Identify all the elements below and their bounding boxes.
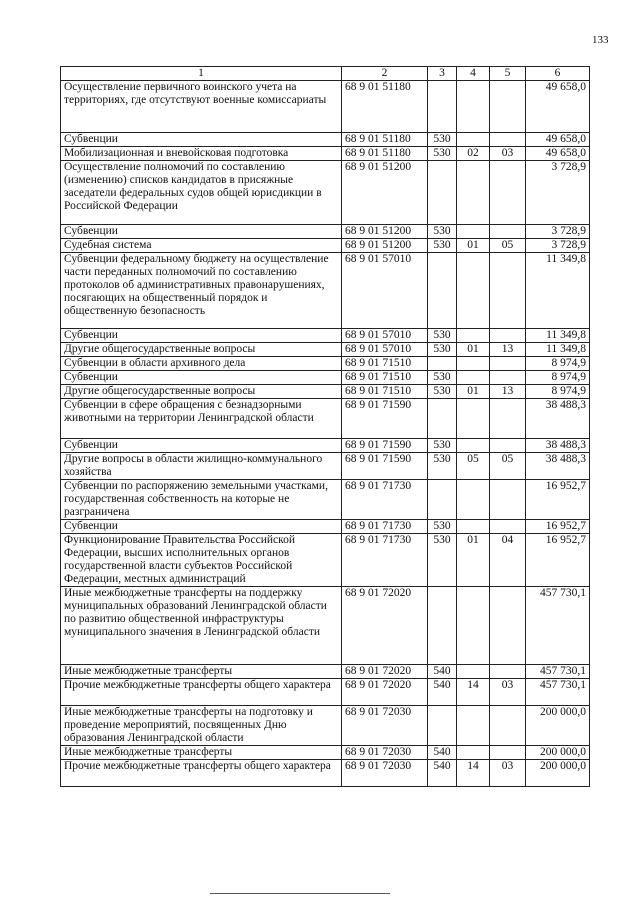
row-col5-cell	[490, 520, 526, 534]
row-col3-cell	[428, 81, 457, 133]
row-col5-cell	[490, 665, 526, 679]
row-name-cell: Иные межбюджетные трансферты	[61, 746, 342, 760]
row-col4-cell	[457, 161, 490, 225]
row-col5-cell	[490, 329, 526, 343]
row-col3-cell: 530	[428, 534, 457, 587]
row-col4-cell	[457, 133, 490, 147]
budget-table	[60, 66, 590, 787]
row-col4-cell	[457, 706, 490, 746]
row-col3-cell: 540	[428, 746, 457, 760]
row-col3-cell	[428, 357, 457, 371]
row-name-cell: Мобилизационная и вневойсковая подготовка	[61, 147, 342, 161]
row-col5-cell: 03	[490, 147, 526, 161]
table-row	[61, 225, 590, 239]
table-row	[61, 587, 590, 665]
row-amount-cell: 49 658,0	[526, 133, 590, 147]
row-col4-cell: 01	[457, 385, 490, 399]
row-col5-cell: 13	[490, 343, 526, 357]
row-amount-cell: 11 349,8	[526, 343, 590, 357]
row-amount-cell: 38 488,3	[526, 399, 590, 439]
row-col3-cell	[428, 253, 457, 329]
row-col5-cell: 05	[490, 239, 526, 253]
row-col5-cell: 03	[490, 679, 526, 706]
row-col5-cell	[490, 439, 526, 453]
row-col4-cell	[457, 480, 490, 520]
row-col5-cell	[490, 225, 526, 239]
row-col4-cell	[457, 665, 490, 679]
row-col3-cell: 530	[428, 453, 457, 480]
row-code-cell: 68 9 01 51200	[342, 239, 428, 253]
row-name-cell: Другие вопросы в области жилищно-коммунального хозяйства	[61, 453, 342, 480]
row-code-cell: 68 9 01 71590	[342, 439, 428, 453]
row-name-cell: Иные межбюджетные трансферты на подготовку и проведение мероприятий, посвященных Дню образования Ленинградской области	[61, 706, 342, 746]
row-col4-cell: 01	[457, 343, 490, 357]
row-name-cell: Прочие межбюджетные трансферты общего характера	[61, 760, 342, 787]
row-name-cell: Прочие межбюджетные трансферты общего характера	[61, 679, 342, 706]
row-col5-cell	[490, 357, 526, 371]
table-row	[61, 371, 590, 385]
row-amount-cell: 457 730,1	[526, 679, 590, 706]
row-col5-cell	[490, 161, 526, 225]
row-col5-cell	[490, 587, 526, 665]
row-col4-cell	[457, 329, 490, 343]
row-col3-cell: 530	[428, 439, 457, 453]
table-row	[61, 746, 590, 760]
row-amount-cell: 8 974,9	[526, 385, 590, 399]
table-row	[61, 329, 590, 343]
table-row	[61, 480, 590, 520]
row-col4-cell	[457, 371, 490, 385]
row-name-cell: Субвенции федеральному бюджету на осуществление части переданных полномочий по составлению протоколов об административных правонарушениях, посягающих на общественный порядок и общественную безопасность	[61, 253, 342, 329]
row-name-cell: Функционирование Правительства Российской Федерации, высших исполнительных органов государственной власти субъектов Российской Федерации, местных администраций	[61, 534, 342, 587]
row-col4-cell	[457, 399, 490, 439]
header-row	[61, 67, 590, 81]
header-cell-5: 5	[490, 67, 526, 81]
table-row	[61, 147, 590, 161]
row-col5-cell	[490, 81, 526, 133]
row-amount-cell: 8 974,9	[526, 371, 590, 385]
table-row	[61, 520, 590, 534]
row-code-cell: 68 9 01 71590	[342, 453, 428, 480]
row-code-cell: 68 9 01 51180	[342, 147, 428, 161]
table-row	[61, 534, 590, 587]
row-col3-cell: 530	[428, 385, 457, 399]
table-row	[61, 239, 590, 253]
table-row	[61, 706, 590, 746]
row-col5-cell: 13	[490, 385, 526, 399]
header-cell-6: 6	[526, 67, 590, 81]
row-name-cell: Судебная система	[61, 239, 342, 253]
row-amount-cell: 38 488,3	[526, 453, 590, 480]
table-row	[61, 665, 590, 679]
row-amount-cell: 16 952,7	[526, 520, 590, 534]
row-col3-cell	[428, 706, 457, 746]
page-number: 133	[592, 34, 609, 46]
row-col5-cell	[490, 253, 526, 329]
row-code-cell: 68 9 01 51200	[342, 161, 428, 225]
row-code-cell: 68 9 01 71730	[342, 534, 428, 587]
row-col5-cell: 05	[490, 453, 526, 480]
table-row	[61, 161, 590, 225]
row-name-cell: Осуществление полномочий по составлению (изменению) списков кандидатов в присяжные заседатели федеральных судов общей юрисдикции в Российской Федерации	[61, 161, 342, 225]
row-col3-cell	[428, 161, 457, 225]
table-row	[61, 453, 590, 480]
row-amount-cell: 11 349,8	[526, 253, 590, 329]
row-name-cell: Субвенции	[61, 520, 342, 534]
row-amount-cell: 16 952,7	[526, 534, 590, 587]
table-row	[61, 385, 590, 399]
row-amount-cell: 49 658,0	[526, 81, 590, 133]
row-amount-cell: 49 658,0	[526, 147, 590, 161]
row-col4-cell: 14	[457, 760, 490, 787]
header-cell-3: 3	[428, 67, 457, 81]
row-name-cell: Субвенции	[61, 225, 342, 239]
row-col3-cell: 530	[428, 239, 457, 253]
table-row	[61, 439, 590, 453]
row-code-cell: 68 9 01 72020	[342, 679, 428, 706]
row-col3-cell: 530	[428, 343, 457, 357]
row-code-cell: 68 9 01 72020	[342, 665, 428, 679]
row-col3-cell: 530	[428, 329, 457, 343]
row-code-cell: 68 9 01 51180	[342, 133, 428, 147]
row-code-cell: 68 9 01 72030	[342, 760, 428, 787]
row-col4-cell	[457, 225, 490, 239]
row-code-cell: 68 9 01 71510	[342, 357, 428, 371]
row-col4-cell	[457, 253, 490, 329]
row-name-cell: Субвенции в области архивного дела	[61, 357, 342, 371]
header-cell-2: 2	[342, 67, 428, 81]
row-amount-cell: 16 952,7	[526, 480, 590, 520]
row-col5-cell: 03	[490, 760, 526, 787]
row-col5-cell	[490, 746, 526, 760]
row-col4-cell: 14	[457, 679, 490, 706]
row-code-cell: 68 9 01 72020	[342, 587, 428, 665]
row-col5-cell	[490, 133, 526, 147]
header-cell-4: 4	[457, 67, 490, 81]
row-col5-cell	[490, 480, 526, 520]
row-amount-cell: 3 728,9	[526, 161, 590, 225]
row-amount-cell: 38 488,3	[526, 439, 590, 453]
row-code-cell: 68 9 01 51180	[342, 81, 428, 133]
row-name-cell: Осуществление первичного воинского учета на территориях, где отсутствуют военные комиссариаты	[61, 81, 342, 133]
row-name-cell: Субвенции в сфере обращения с безнадзорными животными на территории Ленинградской области	[61, 399, 342, 439]
row-col3-cell: 530	[428, 371, 457, 385]
row-col4-cell	[457, 357, 490, 371]
row-code-cell: 68 9 01 72030	[342, 706, 428, 746]
row-code-cell: 68 9 01 71730	[342, 520, 428, 534]
row-col4-cell	[457, 746, 490, 760]
row-col4-cell	[457, 520, 490, 534]
row-name-cell: Субвенции по распоряжению земельными участками, государственная собственность на которые не разграничена	[61, 480, 342, 520]
row-amount-cell: 200 000,0	[526, 760, 590, 787]
row-col4-cell: 01	[457, 534, 490, 587]
row-col3-cell: 530	[428, 133, 457, 147]
row-name-cell: Субвенции	[61, 371, 342, 385]
row-col4-cell: 05	[457, 453, 490, 480]
table-row	[61, 343, 590, 357]
row-code-cell: 68 9 01 71510	[342, 385, 428, 399]
row-col3-cell	[428, 587, 457, 665]
row-name-cell: Иные межбюджетные трансферты	[61, 665, 342, 679]
row-code-cell: 68 9 01 51200	[342, 225, 428, 239]
row-code-cell: 68 9 01 71590	[342, 399, 428, 439]
row-col3-cell	[428, 399, 457, 439]
row-col4-cell	[457, 439, 490, 453]
row-col3-cell: 540	[428, 760, 457, 787]
row-col3-cell: 540	[428, 679, 457, 706]
row-col3-cell	[428, 480, 457, 520]
row-name-cell: Иные межбюджетные трансферты на поддержку муниципальных образований Ленинградской области по развитию общественной инфраструктуры муниципального значения в Ленинградской области	[61, 587, 342, 665]
row-code-cell: 68 9 01 71730	[342, 480, 428, 520]
row-amount-cell: 200 000,0	[526, 706, 590, 746]
row-col3-cell: 540	[428, 665, 457, 679]
table-row	[61, 760, 590, 787]
row-col3-cell: 530	[428, 225, 457, 239]
row-name-cell: Субвенции	[61, 439, 342, 453]
row-name-cell: Субвенции	[61, 329, 342, 343]
row-amount-cell: 3 728,9	[526, 225, 590, 239]
row-col5-cell: 04	[490, 534, 526, 587]
table-row	[61, 133, 590, 147]
table-row	[61, 679, 590, 706]
row-amount-cell: 457 730,1	[526, 587, 590, 665]
table-row	[61, 357, 590, 371]
row-col5-cell	[490, 706, 526, 746]
row-code-cell: 68 9 01 57010	[342, 329, 428, 343]
row-col4-cell: 01	[457, 239, 490, 253]
table-body	[61, 81, 590, 787]
row-col3-cell: 530	[428, 520, 457, 534]
row-col5-cell	[490, 371, 526, 385]
row-amount-cell: 8 974,9	[526, 357, 590, 371]
row-col4-cell: 02	[457, 147, 490, 161]
row-code-cell: 68 9 01 57010	[342, 343, 428, 357]
row-name-cell: Другие общегосударственные вопросы	[61, 343, 342, 357]
row-name-cell: Субвенции	[61, 133, 342, 147]
row-amount-cell: 200 000,0	[526, 746, 590, 760]
row-code-cell: 68 9 01 72030	[342, 746, 428, 760]
row-col4-cell	[457, 587, 490, 665]
header-cell-1: 1	[61, 67, 342, 81]
bottom-rule	[210, 893, 390, 894]
row-code-cell: 68 9 01 71510	[342, 371, 428, 385]
table-row	[61, 253, 590, 329]
table-row	[61, 81, 590, 133]
row-amount-cell: 11 349,8	[526, 329, 590, 343]
row-col5-cell	[490, 399, 526, 439]
table-row	[61, 399, 590, 439]
row-name-cell: Другие общегосударственные вопросы	[61, 385, 342, 399]
row-col3-cell: 530	[428, 147, 457, 161]
row-code-cell: 68 9 01 57010	[342, 253, 428, 329]
row-col4-cell	[457, 81, 490, 133]
row-amount-cell: 3 728,9	[526, 239, 590, 253]
row-amount-cell: 457 730,1	[526, 665, 590, 679]
